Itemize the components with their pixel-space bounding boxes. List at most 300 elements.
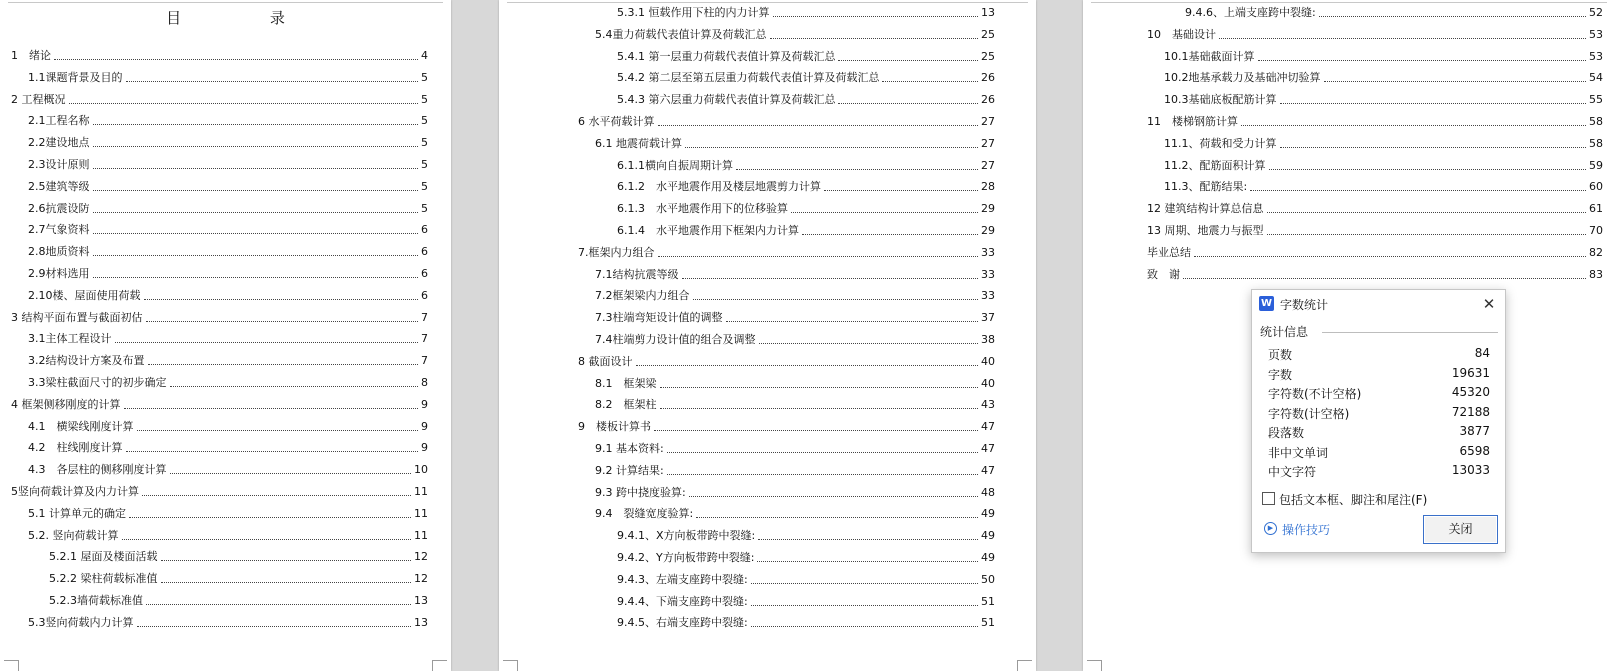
toc-leader-dots <box>658 256 979 257</box>
toc-entry[interactable] <box>617 178 995 196</box>
toc-leader-dots <box>636 365 979 366</box>
toc-entry[interactable] <box>28 614 428 632</box>
toc-entry[interactable] <box>578 244 995 262</box>
toc-entry-text: 2.1工程名称 <box>28 114 90 128</box>
toc-leader-dots <box>144 299 419 300</box>
toc-page-number: 70 <box>1589 224 1603 237</box>
toc-entry[interactable] <box>617 614 995 632</box>
toc-leader-dots <box>93 233 419 234</box>
toc-page-number: 49 <box>981 551 995 564</box>
toc-entry-text: 2.3设计原则 <box>28 158 90 171</box>
toc-entry[interactable] <box>1164 157 1603 175</box>
toc-entry-text: 5.3.1 恒载作用下柱的内力计算 <box>617 6 770 19</box>
toc-entry[interactable] <box>28 156 428 174</box>
toc-leader-dots <box>667 452 978 453</box>
toc-entry[interactable] <box>28 178 428 196</box>
toc-leader-dots <box>693 299 979 300</box>
toc-page-number: 82 <box>1589 245 1603 259</box>
toc-entry-text: 9.2 计算结果: <box>595 463 664 477</box>
toc-entry-text: 9.4.4、下端支座跨中裂缝: <box>617 594 748 608</box>
close-button[interactable]: 关闭 <box>1423 515 1498 544</box>
toc-leader-dots <box>660 387 979 388</box>
toc-entry-text: 9.4.2、Y方向板带跨中裂缝: <box>617 551 755 564</box>
toc-leader-dots <box>682 278 979 279</box>
toc-page-number: 43 <box>981 398 995 412</box>
toc-page-number: 26 <box>981 71 995 85</box>
toc-entry[interactable] <box>578 353 995 371</box>
toc-page-number: 9 <box>421 441 428 455</box>
toc-page-number: 29 <box>981 202 995 216</box>
toc-entry-text: 8.1 框架梁 <box>595 376 657 390</box>
toc-page-number: 50 <box>981 572 995 586</box>
toc-leader-dots <box>696 517 978 518</box>
toc-entry-text: 5.4.2 第二层至第五层重力荷载代表值计算及荷载汇总 <box>617 71 880 85</box>
toc-entry[interactable] <box>1147 266 1603 284</box>
toc-entry[interactable] <box>28 374 428 392</box>
stat-row <box>1268 364 1490 383</box>
toc-entry-text: 3.3梁柱截面尺寸的初步确定 <box>28 376 167 389</box>
toc-entry[interactable] <box>617 48 995 66</box>
toc-entry-text: 1.1课题背景及目的 <box>28 70 123 84</box>
dialog-titlebar[interactable] <box>1252 290 1505 318</box>
toc-entry-text: 5.2.3墙荷载标准值 <box>49 594 143 607</box>
toc-leader-dots <box>751 605 978 606</box>
toc-entry-text: 11 楼梯钢筋计算 <box>1147 115 1238 128</box>
toc-entry-text: 13 周期、地震力与振型 <box>1147 224 1264 237</box>
toc-leader-dots <box>726 321 979 322</box>
toc-entry-text: 5.4.1 第一层重力荷载代表值计算及荷载汇总 <box>617 49 836 63</box>
toc-page-number: 27 <box>981 158 995 172</box>
toc-entry[interactable] <box>617 4 995 22</box>
toc-entry-text: 6.1 地震荷载计算 <box>595 136 682 150</box>
toc-leader-dots <box>658 125 979 126</box>
toc-entry-text: 6.1.2 水平地震作用及楼层地震剪力计算 <box>617 180 821 194</box>
stat-row <box>1268 403 1490 422</box>
toc-leader-dots <box>1183 278 1586 279</box>
stat-value: 72188 <box>1451 404 1490 419</box>
toc-entry[interactable] <box>49 548 428 566</box>
toc-entry-text: 7.2框架梁内力组合 <box>595 289 690 303</box>
toc-entry-text: 5.2. 竖向荷载计算 <box>28 528 119 542</box>
toc-page-number: 51 <box>981 616 995 630</box>
dialog-title: 字数统计 <box>1280 298 1329 312</box>
toc-entry-text: 2.6抗震设防 <box>28 201 90 215</box>
word-count-dialog <box>1251 289 1506 553</box>
toc-entry-text: 3.1主体工程设计 <box>28 332 112 346</box>
toc-page-number: 37 <box>981 311 995 325</box>
toc-entry[interactable] <box>28 69 428 87</box>
toc-page-number: 10 <box>414 463 428 477</box>
page-corner-mark <box>432 660 447 671</box>
toc-entry[interactable] <box>28 287 428 305</box>
toc-leader-dots <box>122 539 412 540</box>
toc-page-number: 52 <box>1589 6 1603 19</box>
toc-leader-dots <box>148 364 419 365</box>
toc-entry[interactable] <box>595 26 995 44</box>
toc-entry[interactable] <box>49 592 428 610</box>
toc-leader-dots <box>93 124 419 125</box>
toc-entry-text: 5.4.3 第六层重力荷载代表值计算及荷载汇总 <box>617 93 836 107</box>
section-divider <box>1322 332 1498 333</box>
toc-leader-dots <box>654 430 978 431</box>
toc-leader-dots <box>1267 212 1587 213</box>
toc-entry[interactable] <box>1147 200 1603 218</box>
toc-page-number: 5 <box>421 114 428 128</box>
stat-value: 3877 <box>1459 424 1490 438</box>
toc-title: 目 录 <box>166 9 327 27</box>
toc-entry-text: 9.4.6、上端支座跨中裂缝: <box>1185 6 1316 19</box>
toc-leader-dots <box>824 190 978 191</box>
toc-page-number: 38 <box>981 333 995 346</box>
checkbox-label[interactable]: 包括文本框、脚注和尾注(F) <box>1279 493 1428 507</box>
toc-entry[interactable] <box>28 134 428 152</box>
toc-entry[interactable] <box>617 222 995 240</box>
toc-leader-dots <box>758 539 978 540</box>
toc-entry[interactable] <box>617 200 995 218</box>
toc-leader-dots <box>689 496 978 497</box>
toc-entry[interactable] <box>1185 4 1603 22</box>
toc-entry[interactable] <box>595 287 995 305</box>
toc-entry-text: 7.3柱端弯矩设计值的调整 <box>595 311 723 325</box>
toc-leader-dots <box>1194 256 1586 257</box>
toc-leader-dots <box>126 451 419 452</box>
toc-entry[interactable] <box>617 571 995 589</box>
toc-page-number: 48 <box>981 485 995 499</box>
tips-label[interactable]: 操作技巧 <box>1282 523 1331 537</box>
toc-entry-text: 2.7气象资料 <box>28 223 90 237</box>
toc-entry-text: 2.5建筑等级 <box>28 179 90 193</box>
toc-entry-text: 5.1 计算单元的确定 <box>28 506 126 520</box>
toc-leader-dots <box>93 146 419 147</box>
stat-row <box>1268 344 1490 363</box>
toc-entry[interactable] <box>617 91 995 109</box>
toc-entry[interactable] <box>595 375 995 393</box>
toc-entry-text: 4 框架侧移刚度的计算 <box>11 397 121 411</box>
toc-page-number: 27 <box>981 136 995 150</box>
stat-value: 45320 <box>1451 385 1490 399</box>
toc-page-number: 6 <box>421 288 428 302</box>
toc-entry-text: 9.4 裂缝宽度验算: <box>595 507 694 521</box>
toc-page-number: 83 <box>1589 267 1603 281</box>
stat-value: 84 <box>1474 346 1490 360</box>
page-top-border <box>8 2 443 3</box>
play-circle-icon: ▶ <box>1264 522 1277 535</box>
toc-entry-text: 6.1.1横向自振周期计算 <box>617 158 733 172</box>
toc-leader-dots <box>1280 103 1587 104</box>
toc-leader-dots <box>93 255 419 256</box>
stat-value: 13033 <box>1451 463 1490 477</box>
toc-page-number: 40 <box>981 376 995 390</box>
toc-page-number: 29 <box>981 224 995 237</box>
toc-entry[interactable] <box>11 309 428 327</box>
toc-entry-text: 4.3 各层柱的侧移刚度计算 <box>28 463 167 477</box>
toc-entry-text: 10.2地基承载力及基础冲切验算 <box>1164 71 1321 85</box>
toc-page-number: 33 <box>981 267 995 281</box>
toc-entry-text: 10 基础设计 <box>1147 27 1216 41</box>
page-top-border <box>507 2 1028 3</box>
toc-entry[interactable] <box>1164 135 1603 153</box>
toc-entry[interactable] <box>595 266 995 284</box>
toc-leader-dots <box>137 430 419 431</box>
toc-entry-text: 11.2、配筋面积计算 <box>1164 158 1266 172</box>
toc-leader-dots <box>791 212 978 213</box>
wps-writer-icon: W <box>1260 298 1273 309</box>
toc-page-number: 9 <box>421 397 428 411</box>
toc-entry-text: 11.3、配筋结果: <box>1164 180 1248 194</box>
toc-entry-text: 3.2结构设计方案及布置 <box>28 354 145 368</box>
toc-leader-dots <box>667 474 978 475</box>
toc-leader-dots <box>838 103 978 104</box>
stat-label: 段落数 <box>1268 426 1305 440</box>
toc-page-number: 13 <box>414 594 428 607</box>
toc-entry[interactable] <box>28 265 428 283</box>
toc-entry-text: 4.1 横梁线刚度计算 <box>28 419 134 433</box>
toc-page-number: 12 <box>414 550 428 564</box>
toc-entry[interactable] <box>1147 113 1603 131</box>
toc-page-number: 25 <box>981 49 995 63</box>
toc-leader-dots <box>146 321 419 322</box>
toc-entry-text: 10.3基础底板配筋计算 <box>1164 93 1277 107</box>
toc-page-number: 8 <box>421 376 428 389</box>
stat-label: 字数 <box>1268 367 1293 382</box>
toc-entry-text: 2.10楼、屋面使用荷载 <box>28 288 141 302</box>
toc-entry-text: 9.4.5、右端支座跨中裂缝: <box>617 616 748 630</box>
stats-section-label: 统计信息 <box>1260 325 1309 339</box>
toc-leader-dots <box>126 81 419 82</box>
toc-entry-text: 2.2建设地点 <box>28 136 90 150</box>
toc-entry[interactable] <box>11 396 428 414</box>
toc-entry-text: 4.2 柱线刚度计算 <box>28 441 123 455</box>
toc-leader-dots <box>1319 16 1586 17</box>
toc-leader-dots <box>770 38 979 39</box>
toc-entry-text: 2 工程概况 <box>11 92 66 106</box>
toc-entry[interactable] <box>578 418 995 436</box>
toc-entry-text: 6.1.3 水平地震作用下的位移验算 <box>617 202 788 216</box>
toc-page-number: 47 <box>981 420 995 434</box>
toc-leader-dots <box>137 626 412 627</box>
toc-entry[interactable] <box>28 200 428 218</box>
toc-entry-text: 1 绪论 <box>11 49 51 62</box>
toc-entry-text: 2.8地质资料 <box>28 245 90 259</box>
toc-entry-text: 11.1、荷载和受力计算 <box>1164 136 1277 150</box>
stat-label: 非中文单词 <box>1268 445 1329 460</box>
toc-page-number: 53 <box>1589 49 1603 63</box>
toc-page-number: 26 <box>981 93 995 107</box>
toc-page-number: 28 <box>981 180 995 194</box>
toc-page-number: 59 <box>1589 158 1603 172</box>
toc-leader-dots <box>882 81 978 82</box>
toc-page-number: 58 <box>1589 136 1603 150</box>
toc-entry-text: 5.2.1 屋面及楼面活载 <box>49 550 158 564</box>
toc-leader-dots <box>1258 60 1587 61</box>
toc-entry[interactable] <box>1147 26 1603 44</box>
toc-page-number: 5 <box>421 179 428 193</box>
toc-entry[interactable] <box>28 461 428 479</box>
toc-entry[interactable] <box>595 484 995 502</box>
toc-page-number: 27 <box>981 115 995 128</box>
toc-entry-text: 5竖向荷载计算及内力计算 <box>11 485 139 498</box>
toc-page-number: 33 <box>981 289 995 303</box>
toc-page-number: 60 <box>1589 180 1603 194</box>
toc-leader-dots <box>660 408 979 409</box>
toc-entry[interactable] <box>28 505 428 523</box>
toc-page-number: 47 <box>981 463 995 477</box>
toc-entry[interactable] <box>595 462 995 480</box>
toc-entry[interactable] <box>1147 222 1603 240</box>
toc-entry-text: 毕业总结 <box>1147 245 1191 259</box>
toc-page-number: 11 <box>414 485 428 498</box>
toc-entry[interactable] <box>595 396 995 414</box>
toc-page-number: 9 <box>421 419 428 433</box>
toc-entry[interactable] <box>49 570 428 588</box>
toc-entry-text: 9.4.3、左端支座跨中裂缝: <box>617 572 748 586</box>
toc-entry[interactable] <box>11 91 428 109</box>
toc-entry-text: 7.1结构抗震等级 <box>595 267 679 281</box>
toc-page-number: 53 <box>1589 27 1603 41</box>
toc-leader-dots <box>1269 169 1587 170</box>
toc-entry-text: 7.框架内力组合 <box>578 245 655 259</box>
toc-page-number: 6 <box>421 223 428 237</box>
toc-page-number: 5 <box>421 92 428 106</box>
toc-entry-text: 6.1.4 水平地震作用下框架内力计算 <box>617 224 799 237</box>
page-corner-mark <box>503 660 518 671</box>
toc-page-number: 11 <box>414 506 428 520</box>
toc-entry-text: 9.1 基本资料: <box>595 442 664 455</box>
document-page-1 <box>0 0 451 671</box>
toc-entry[interactable] <box>1147 244 1603 262</box>
stats-section-header <box>1260 323 1498 337</box>
toc-leader-dots <box>170 473 412 474</box>
toc-leader-dots <box>93 190 419 191</box>
checkbox-box[interactable] <box>1262 492 1275 505</box>
toc-page-number: 7 <box>421 332 428 346</box>
toc-entry[interactable] <box>28 221 428 239</box>
toc-entry[interactable] <box>28 418 428 436</box>
toc-leader-dots <box>93 168 419 169</box>
toc-entry[interactable] <box>578 113 995 131</box>
toc-page-number: 4 <box>421 49 428 62</box>
toc-entry[interactable] <box>28 352 428 370</box>
toc-entry[interactable] <box>1164 91 1603 109</box>
toc-entry[interactable] <box>595 505 995 523</box>
toc-page-number: 6 <box>421 245 428 259</box>
toc-entry[interactable] <box>617 527 995 545</box>
toc-leader-dots <box>759 343 979 344</box>
close-icon[interactable]: ✕ <box>1482 295 1496 313</box>
toc-leader-dots <box>773 16 979 17</box>
toc-page-number: 25 <box>981 27 995 41</box>
toc-entry[interactable] <box>595 331 995 349</box>
toc-entry-text: 致 谢 <box>1147 267 1180 281</box>
toc-leader-dots <box>1241 125 1586 126</box>
toc-leader-dots <box>751 583 978 584</box>
toc-leader-dots <box>161 560 412 561</box>
toc-entry[interactable] <box>617 549 995 567</box>
toc-entry-text: 12 建筑结构计算总信息 <box>1147 202 1264 216</box>
toc-leader-dots <box>161 582 412 583</box>
page-top-border <box>1091 2 1607 3</box>
toc-leader-dots <box>93 212 419 213</box>
toc-entry-text: 5.4重力荷载代表值计算及荷载汇总 <box>595 27 767 41</box>
toc-entry[interactable] <box>11 47 428 65</box>
toc-entry[interactable] <box>595 135 995 153</box>
toc-entry-text: 2.9材料选用 <box>28 267 90 280</box>
toc-entry[interactable] <box>617 69 995 87</box>
toc-entry[interactable] <box>28 112 428 130</box>
toc-entry[interactable] <box>617 157 995 175</box>
toc-leader-dots <box>93 277 419 278</box>
toc-page-number: 47 <box>981 442 995 455</box>
toc-entry[interactable] <box>1164 69 1603 87</box>
document-page-2 <box>499 0 1036 671</box>
toc-page-number: 7 <box>421 310 428 324</box>
toc-entry[interactable] <box>1164 48 1603 66</box>
toc-entry-text: 9.3 跨中挠度验算: <box>595 485 686 499</box>
stat-label: 字符数(计空格) <box>1268 406 1350 421</box>
toc-page-number: 33 <box>981 245 995 259</box>
page-corner-mark <box>1087 660 1102 671</box>
toc-page-number: 11 <box>414 528 428 542</box>
toc-page-number: 58 <box>1589 115 1603 128</box>
stat-value: 19631 <box>1451 365 1490 380</box>
toc-leader-dots <box>1250 190 1586 191</box>
toc-entry[interactable] <box>617 593 995 611</box>
toc-entry-text: 5.2.2 梁柱荷载标准值 <box>49 572 158 586</box>
stat-label: 字符数(不计空格) <box>1268 387 1362 401</box>
toc-page-number: 5 <box>421 158 428 171</box>
toc-leader-dots <box>1280 147 1587 148</box>
toc-page-number: 13 <box>981 6 995 19</box>
toc-entry-text: 5.3竖向荷载内力计算 <box>28 615 134 629</box>
toc-leader-dots <box>54 59 418 60</box>
toc-leader-dots <box>1267 234 1587 235</box>
toc-entry[interactable] <box>28 439 428 457</box>
toc-page-number: 5 <box>421 201 428 215</box>
toc-entry[interactable] <box>28 330 428 348</box>
toc-page-number: 54 <box>1589 71 1603 85</box>
toc-entry[interactable] <box>28 243 428 261</box>
stat-row <box>1268 461 1490 480</box>
stat-value: 6598 <box>1459 443 1490 458</box>
stat-row <box>1268 422 1490 441</box>
toc-entry[interactable] <box>595 309 995 327</box>
toc-page-number: 61 <box>1589 202 1603 216</box>
toc-entry-text: 9.4.1、X方向板带跨中裂缝: <box>617 529 756 543</box>
toc-entry[interactable] <box>595 440 995 458</box>
toc-page-number: 49 <box>981 507 995 521</box>
toc-entry-text: 8 截面设计 <box>578 354 633 368</box>
stat-label: 中文字符 <box>1268 465 1317 479</box>
toc-leader-dots <box>142 495 411 496</box>
toc-entry[interactable] <box>28 527 428 545</box>
toc-leader-dots <box>170 386 419 387</box>
toc-entry[interactable] <box>11 483 428 501</box>
toc-leader-dots <box>1219 38 1586 39</box>
toc-entry-text: 8.2 框架柱 <box>595 398 657 412</box>
toc-page-number: 40 <box>981 354 995 368</box>
toc-page-number: 5 <box>421 136 428 150</box>
page-corner-mark <box>4 660 19 671</box>
toc-page-number: 5 <box>421 70 428 84</box>
toc-page-number: 6 <box>421 267 428 280</box>
toc-page-number: 12 <box>414 572 428 586</box>
toc-leader-dots <box>685 147 978 148</box>
toc-page-number: 51 <box>981 594 995 608</box>
toc-leader-dots <box>69 103 419 104</box>
toc-entry[interactable] <box>1164 178 1603 196</box>
toc-entry-text: 10.1基础截面计算 <box>1164 49 1255 63</box>
toc-entry-text: 7.4柱端剪力设计值的组合及调整 <box>595 333 756 346</box>
